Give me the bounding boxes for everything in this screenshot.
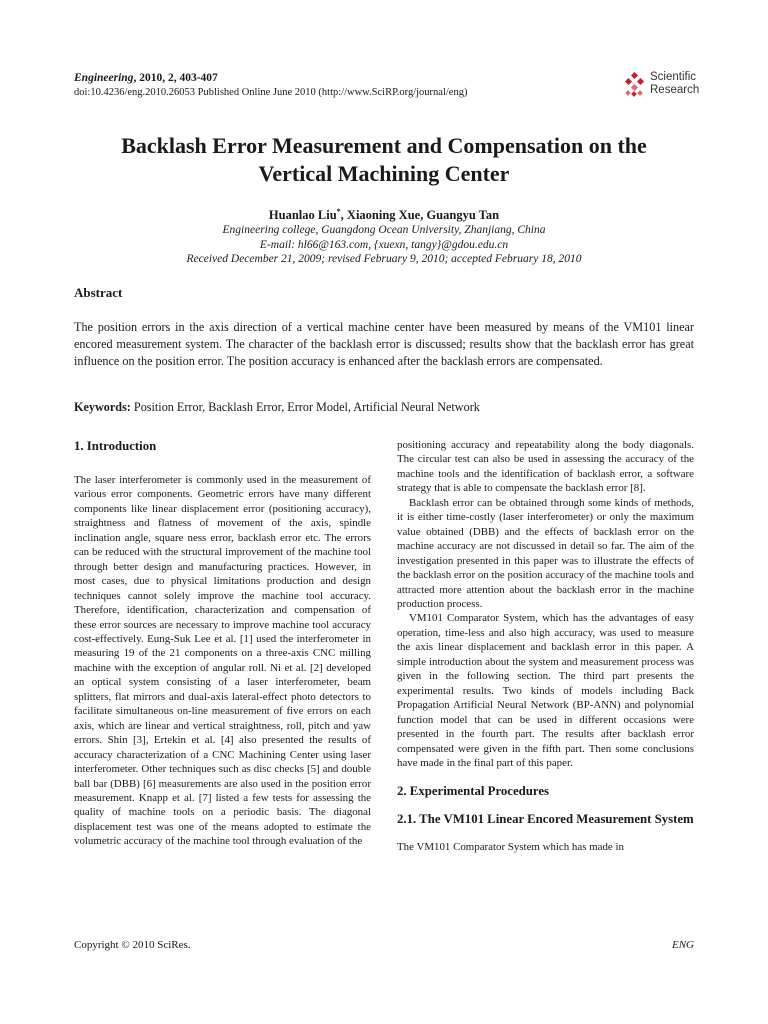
other-authors: , Xiaoning Xue, Guangyu Tan — [340, 208, 500, 223]
section-heading-experimental: 2. Experimental Procedures — [397, 784, 550, 799]
paper-title — [60, 132, 708, 188]
subsection-heading-vm101 — [397, 811, 694, 827]
journal-citation — [74, 71, 218, 85]
scirp-logo-icon — [621, 72, 647, 98]
subsection-number: 2.1. — [397, 812, 420, 827]
email-line: E-mail: hl66@163.com, {xuexn, tangy}@gdou.edu.cn — [259, 238, 509, 251]
abstract-text: The position errors in the axis direction of a vertical machine center have been measured by means of the VM101 linear encored measurement system. The character of the backlash error is discussed; results show that the backlash error has great influence on the position error. The position accuracy is enhanced after the backlash errors are compensated. — [74, 320, 694, 368]
title-line-2: Vertical Machining Center — [258, 161, 510, 186]
title-line-1: Backlash Error Measurement and Compensation on the — [121, 133, 647, 158]
vm101-system-paragraph: The VM101 Comparator System which has made in — [397, 841, 624, 854]
intro-paragraph: The laser interferometer is commonly used in the measurement of various error components. Geometric errors have many different components like linear displacement error (positioning accuracy), straightness and flatness of movement of the axis, spindle inclination angle, square ness error, backlash error etc. The errors can be reduced with the structural improvement of the machine tool through better design and manufacturing practices. However, in most cases, due to physical limitations production and design techniques cannot solely improve the machine tool accuracy. Therefore, identification, characterization and compensation of these error sources are necessary to improve machine tool accuracy cost-effectively. Eung-Suk Lee et al. [1] used the interferometer in measuring 19 of the 21 components on a three-axis CNC milling machine with the exception of angular roll. Ni et al. [2] developed an optical system consisting of a laser interferometer, beam splitters, flat mirrors and dual-axis lateral-effect photo detectors to facilitate simultaneous on-line measurement of five errors on each axis, which are linear and vertical straightness, roll, pitch and yaw errors. Shin [3], Ertekin et al. [4] also presented the results of accuracy characterization of a CNC Machining Center using laser interferometer. Other techniques such as disc checks [5] and double ball bar (DBB) [6] measurements are also used in the position error measurement. Knapp et al. [7] listed a few tests for assessing the quality of machine tools on a periodic basis. The diagonal displacement test was one of the means adopted to estimate the volumetric accuracy of the machine tool through evaluation of the — [74, 474, 371, 848]
keywords-label: Keywords: — [74, 400, 131, 414]
right-column — [397, 438, 694, 855]
first-author: Huanlao Liu — [268, 208, 337, 223]
left-column — [74, 438, 371, 849]
subsection-title: The VM101 Linear Encored Measurement System — [419, 812, 694, 827]
affiliation: Engineering college, Guangdong Ocean University, Zhanjiang, China — [222, 224, 546, 236]
affiliation-block — [60, 223, 708, 267]
vm101-paragraph: VM101 Comparator System, which has the advantages of easy operation, time-less and also high accuracy, was used to measure the axis linear displacement and backlash error in this paper. A simple introduction about the system and measurement process was given in the following section. The third part presents the experimental results. Two kinds of models including Back Propagation Artificial Neural Network (BP-ANN) and polynomial function model that can be used in different occasions were presented in the fourth part. The results after backlash error compensated were given in the fifth part. Then some conclusions have made in the final part of this paper. — [397, 612, 694, 769]
author-list — [60, 207, 708, 223]
journal-volume: , 2010, 2, 403-407 — [133, 72, 218, 84]
logo-text — [650, 71, 699, 97]
journal-abbreviation-footer: ENG — [672, 939, 694, 951]
publisher-logo — [621, 70, 701, 100]
logo-line-2: Research — [650, 84, 700, 96]
doi-line: doi:10.4236/eng.2010.26053 Published Online June 2010 (http://www.SciRP.org/journal/eng) — [74, 87, 468, 98]
intro-paragraph-continued: positioning accuracy and repeatability along the body diagonals. The circular test can also be used in assessing the accuracy of the machine tools and the identification of backlash error, a software strategy that is able to compensate the backlash error [8]. — [397, 439, 694, 495]
copyright-footer: Copyright © 2010 SciRes. — [74, 939, 191, 951]
abstract-heading: Abstract — [74, 285, 123, 300]
backlash-paragraph: Backlash error can be obtained through some kinds of methods, it is either time-costly (laser interferometer) or only the maximum value obtained (DBB) and the effects of backlash error on the machine accuracy are not discussed in detail so far. The aim of the investigation presented in this paper was to illustrate the effects of the backlash error on the position accuracy of the machine tools and attracted more attention about the backlash error in the machine production process. — [397, 496, 694, 610]
section-heading-introduction: 1. Introduction — [74, 439, 157, 453]
received-dates: Received December 21, 2009; revised February 9, 2010; accepted February 18, 2010 — [186, 253, 582, 265]
corresponding-author-mark: * — [336, 207, 341, 216]
keywords-text: Position Error, Backlash Error, Error Model, Artificial Neural Network — [130, 400, 480, 414]
logo-line-1: Scientific — [650, 71, 697, 83]
journal-name: Engineering — [74, 72, 134, 84]
keywords — [74, 400, 694, 415]
